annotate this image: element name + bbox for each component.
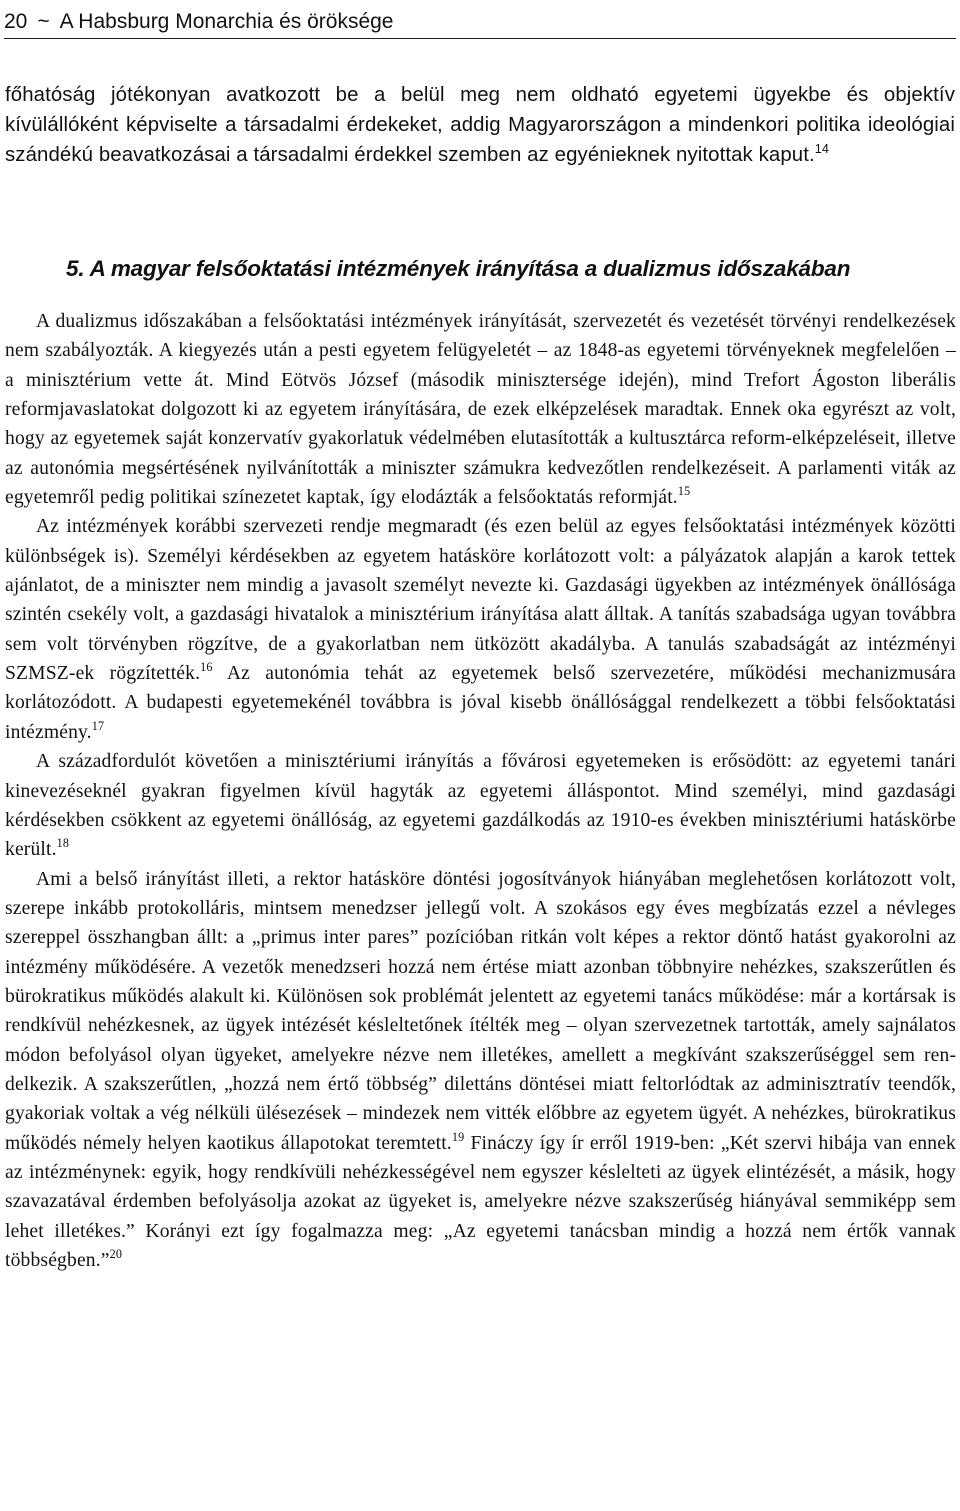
intro-paragraph xyxy=(5,80,955,171)
paragraph-text: Az autonómia tehát az egyetemek belső szervezetére, működési mechanizmusára korlátozódott. A budapesti egyetemekénél továbbra is jóval kisebb önállósággal rendelkezett a többi felsőoktatási intézmény. xyxy=(5,663,956,743)
paragraph-text: Fináczy így ír erről 1919-ben: „Két szervi hibája van ennek az intézménynek: egyik, hogy rendkívüli nehézkességével nem egyszer késlelteti az ügyek elintézését, a másik, hogy szavazatával érdemben befolyásolja azokat az ügyeket is, amelyekre nézve szakszerűség hiányával semmiképp sem lehet illetékes.” Korányi ezt így fogalmazza meg: „Az egyetemi tanácsban mindig a hozzá nem értők vannak többségben.” xyxy=(5,1132,956,1271)
footnote-ref: 17 xyxy=(91,718,105,733)
paragraph-text: Ami a belső irányítást illeti, a rektor hatásköre döntési jogosítványok hiányában meglehetősen korlátozott volt, szerepe inkább protokolláris, mintsem menedzser jellegű volt. A szokásos egy éves megbízatás ezzel a névleges szereppel összhangban állt: a „primus inter pares” pozícióban ritkán volt képes a rektor döntő hatást gyakorolni az intézmény működésére. A vezetők menedzseri hozzá nem értése miatt azonban többnyire nehézkes, szakszerűtlen és bürokratikus működés alakult ki. Különösen sok problémát jelentett az egyetemi tanács működése: már a kortársak is rendkívül nehézkesnek, az ügyek intézését késleltetőnek ítélték meg – olyan szervezetnek tartották, amely sajnálatos módon befolyásol olyan ügyeket, amelyekre nézve nem illetékes, amellett a megkívánt szakszerűséggel sem rendelkezik. A szakszerűtlen, „hozzá nem értő többség” dilettáns döntései miatt feltorlódtak az adminisztratív teendők, gyakoriak voltak a vég nélküli ülésezések – mindezek nem vitték előbbre az egyetem ügyét. A nehézkes, bürokratikus működés némely helyen kaotikus állapotokat teremtett. xyxy=(5,868,956,1154)
body-paragraph xyxy=(5,512,956,747)
book-title: A Habsburg Monarchia és öröksége xyxy=(59,10,394,33)
body-paragraph xyxy=(5,747,956,864)
running-header xyxy=(4,6,956,39)
footnote-ref: 20 xyxy=(109,1247,123,1262)
header-separator: ~ xyxy=(37,10,50,33)
footnote-ref: 14 xyxy=(814,142,830,157)
footnote-ref: 16 xyxy=(200,660,213,675)
paragraph-text: A dualizmus időszakában a felsőoktatási intézmények irányítását, szervezetét és vezetését törvényi rendelkezések nem szabályozták. A kiegyezés után a pesti egyetem felügyeletét – az 1848-as egyetemi törvényeknek megfelelően – a minisztérium vette át. Mind Eötvös József (második minisztersége idején), mind Trefort Ágoston liberális reformjavaslatokat dolgozott ki az egyetem irányítására, de ezek elképzelések maradtak. Ennek oka egyrészt az volt, hogy az egyetemek saját konzervatív gyakorlatuk védelmében elutasították a kultusztárca reform-elképzeléseit, illetve az autonómia megsértésének nyilvánították a miniszter számukra kedvezőtlen rendelkezéseit. A parlamenti viták az egyetemről pedig politikai színezetet kaptak, így elodázták a felsőoktatás reformját. xyxy=(5,311,956,509)
paragraph-text: A századfordulót követően a minisztériumi irányítás a fővárosi egyetemeken is erősödött: az egyetemi tanári kinevezéseknél gyakran figyelmen kívül hagyták az egyetemi álláspontot. Mind személyi, mind gazdasági kérdésekben csökkent az egyetemi önállóság, az egyetemi gazdálkodás az 1910-es években minisztériumi hatáskörbe került. xyxy=(5,751,956,861)
section-heading: 5. A magyar felsőoktatási intézmények irányítása a dualizmus időszakában xyxy=(66,256,851,281)
footnote-ref: 18 xyxy=(56,836,70,851)
section-body xyxy=(5,307,956,1275)
body-paragraph xyxy=(5,865,956,1276)
paragraph-text: Az intézmények korábbi szervezeti rendje megmaradt (és ezen belül az egyes felsőoktatási intézmények közötti különbségek is). Személyi kérdésekben az egyetem hatásköre korlátozott volt: a pályázatok alapján a karok tettek ajánlatot, de a miniszter nem mindig a javasolt személyt nevezte ki. Gazdasági ügyekben az intézmények önállósága szintén csekély volt, a gazdasági hivatalok a minisztérium irányítása alatt álltak. A tanítás szabadsága ugyan továbbra sem volt törvényben rögzítve, de a gyakorlatban nem ütközött akadályba. A tanulás szabadságát az intézményi SZMSZ-ek rögzítették. xyxy=(5,516,956,685)
body-paragraph xyxy=(5,307,956,512)
intro-text: főhatóság jótékonyan avatkozott be a belül meg nem oldható egyetemi ügyekbe és objektív kívülállóként képviselte a társadalmi érdekeket, addig Magyarországon a mindenkori politika ideológiai szándékú beavatkozásai a társadalmi érdekkel szemben az egyénieknek nyitottak kaput. xyxy=(5,84,955,167)
footnote-ref: 19 xyxy=(451,1129,465,1144)
footnote-ref: 15 xyxy=(677,484,691,499)
page-number: 20 xyxy=(4,10,28,33)
